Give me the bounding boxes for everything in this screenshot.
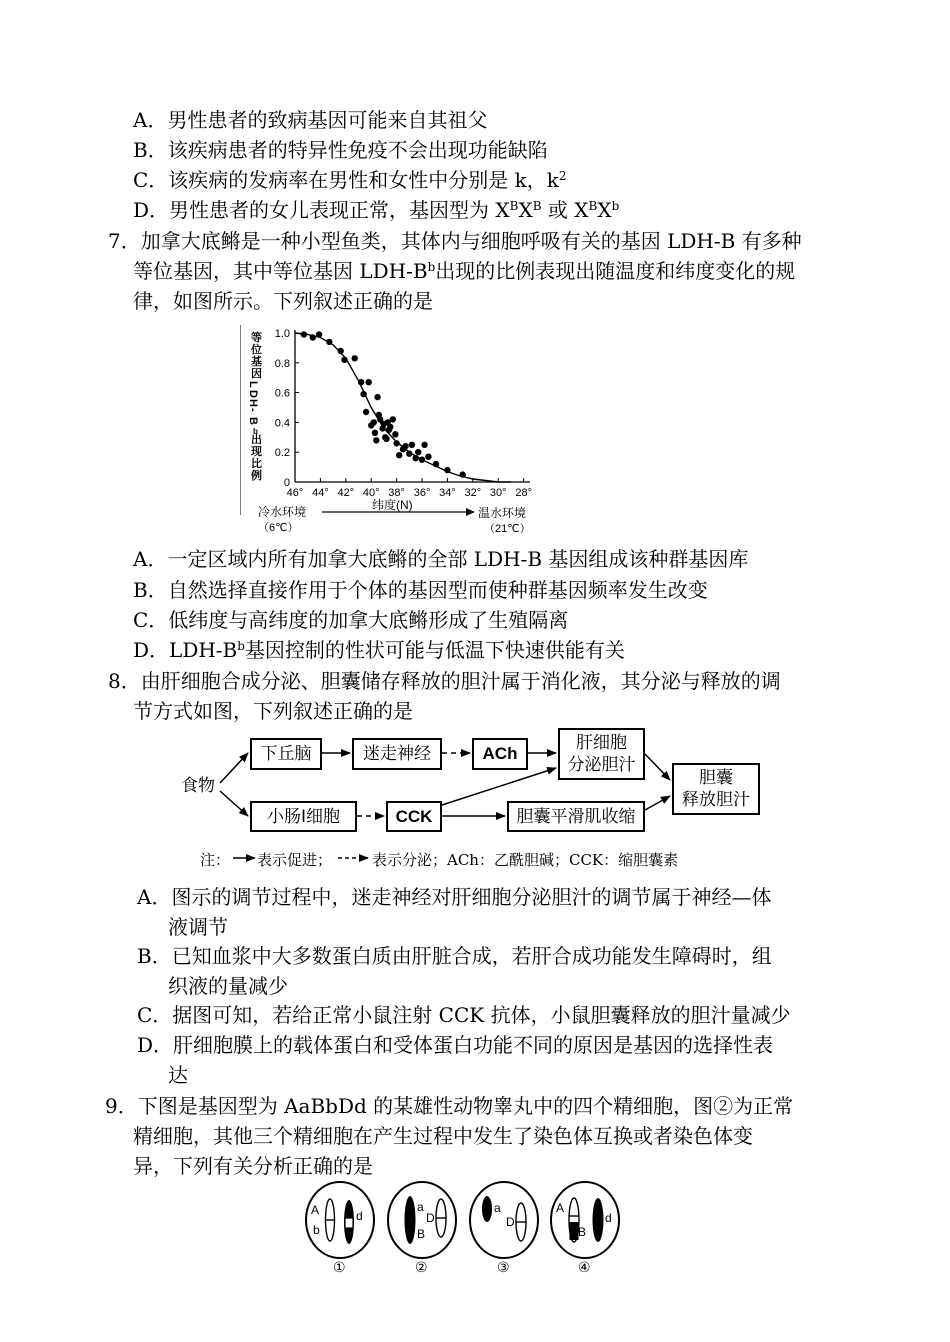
q6-option-c: C．该疾病的发病率在男性和女性中分别是 k，$k^2$	[133, 168, 567, 192]
x-tick-label: 28°	[515, 487, 532, 499]
cell-1-gene-2: b	[313, 1223, 320, 1237]
cell-4-number: ④	[578, 1259, 591, 1275]
x-tick-label: 30°	[489, 487, 507, 499]
y-label-char: 现	[251, 446, 262, 458]
sperm-cells-figure	[300, 1180, 630, 1275]
x-tick-label: 36°	[413, 487, 431, 499]
cell-3-number: ③	[497, 1259, 510, 1275]
q7-stem-line-3: 律，如图所示。下列叙述正确的是	[133, 289, 433, 313]
q6-option-d: D．男性患者的女儿表现正常，基因型为 $X^BX^B$ 或 $X^BX^b$	[133, 198, 620, 222]
food-label: 食物	[181, 776, 215, 796]
y-label-char: -	[247, 408, 259, 412]
diagram-note-promote: 表示促进；	[257, 851, 333, 869]
x-tick-label: 44°	[312, 487, 329, 499]
y-label-char: 等	[251, 332, 262, 344]
box-hypothalamus: 下丘脑	[250, 738, 322, 770]
q8-option-c: C．据图可知，若给正常小鼠注射 CCK 抗体，小鼠胆囊释放的胆汁量减少	[137, 1003, 791, 1027]
cell-1-gene-1: A	[311, 1203, 320, 1217]
y-label-char: 例	[251, 470, 262, 482]
cell-1-gene-3: d	[356, 1209, 363, 1223]
q8-option-d-line-1: D．肝细胞膜上的载体蛋白和受体蛋白功能不同的原因是基因的选择性表	[137, 1033, 774, 1057]
x-tick-label: 42°	[337, 487, 355, 499]
x-tick-label: 34°	[439, 487, 456, 499]
cell-3-chromosome-black	[482, 1196, 492, 1222]
q7-option-a: A．一定区域内所有加拿大底鳉的全部 LDH-B 基因组成该种群基因库	[133, 547, 749, 571]
y-label-char: 比	[251, 458, 262, 470]
y-label-char: 因	[251, 368, 262, 380]
cell-2-gene-2: B	[417, 1227, 426, 1241]
y-tick-label: 1.0	[274, 328, 290, 340]
cell-2-gene-3: D	[426, 1211, 435, 1225]
box-liver-cell: 肝细胞 分泌胆汁	[558, 728, 645, 780]
x-left-label: 冷水环境	[258, 505, 307, 519]
x-right-sub: （21℃）	[484, 523, 531, 535]
box-vagus-nerve: 迷走神经	[352, 738, 442, 770]
q9-stem-line-2: 精细胞，其他三个精细胞在产生过程中发生了染色体互换或者染色体变	[133, 1124, 753, 1148]
cell-2-chromosome-black	[405, 1196, 416, 1244]
box-cck: CCK	[386, 801, 442, 832]
box-gallbladder-release: 胆囊 释放胆汁	[672, 763, 760, 815]
x-right-label: 温水环境	[478, 506, 527, 520]
y-label-char: 基	[251, 356, 262, 368]
y-tick-label: 0	[283, 477, 290, 489]
cell-1-number: ①	[333, 1259, 346, 1275]
q8-stem-line-1: 8．由肝细胞合成分泌、胆囊储存释放的胆汁属于消化液，其分泌与释放的调	[108, 669, 781, 693]
y-tick-label: 0.6	[274, 387, 290, 400]
x-tick-label: 46°	[286, 487, 304, 499]
cell-2-number: ②	[415, 1259, 428, 1275]
cell-4-gene-1: A	[556, 1201, 565, 1215]
q8-option-d-line-2: 达	[168, 1063, 188, 1087]
x-axis-label: 纬度(N)	[372, 498, 413, 512]
x-tick-label: 40°	[362, 487, 380, 499]
q7-option-b: B．自然选择直接作用于个体的基因型而使种群基因频率发生改变	[133, 578, 708, 602]
q7-option-d: D．LDH-$B^b$基因控制的性状可能与低温下快速供能有关	[133, 638, 625, 662]
y-label-char: 出	[251, 434, 262, 446]
cell-4-chromosome-black	[593, 1198, 604, 1242]
y-label-char: B	[247, 417, 259, 425]
cell-1-outline	[306, 1182, 374, 1258]
box-intestine-cell: 小肠Ⅰ细胞	[250, 801, 357, 832]
q7-stem-line-1: 7．加拿大底鳉是一种小型鱼类，其体内与细胞呼吸有关的基因 LDH-B 有多种	[108, 229, 802, 253]
q8-option-b-line-2: 织液的量减少	[168, 974, 288, 998]
y-label-char: L	[247, 381, 259, 388]
box-gallbladder-muscle: 胆囊平滑肌收缩	[507, 801, 645, 832]
q6-option-b: B．该疾病患者的特异性免疫不会出现功能缺陷	[133, 138, 548, 162]
q8-option-a-line-1: A．图示的调节过程中，迷走神经对肝细胞分泌胆汁的调节属于神经—体	[137, 885, 772, 909]
y-tick-label: 0.8	[274, 357, 290, 370]
cell-3-gene-1: a	[494, 1201, 501, 1215]
y-label-char: H	[247, 399, 259, 407]
cell-2-gene-1: a	[417, 1200, 424, 1214]
q8-option-b-line-1: B．已知血浆中大多数蛋白质由肝脏合成，若肝合成功能发生障碍时，组	[137, 944, 772, 968]
q9-stem-line-1: 9．下图是基因型为 AaBbDd 的某雄性动物睾丸中的四个精细胞，图②为正常	[105, 1094, 794, 1118]
cell-3-outline	[470, 1182, 538, 1258]
q8-stem-line-2: 节方式如图，下列叙述正确的是	[133, 699, 413, 723]
x-tick-label: 38°	[388, 487, 405, 499]
cell-3-gene-2: D	[506, 1215, 515, 1229]
q6-option-a: A．男性患者的致病基因可能来自其祖父	[133, 108, 488, 132]
diagram-note-prefix: 注：	[200, 851, 231, 869]
diagram-note-secrete: 表示分泌；ACh：乙酰胆碱；CCK：缩胆囊素	[372, 851, 679, 869]
x-left-sub: （6℃）	[258, 522, 299, 534]
q7-option-c: C．低纬度与高纬度的加拿大底鳉形成了生殖隔离	[133, 608, 569, 632]
q7-stem-line-2: 等位基因，其中等位基因 LDH-$B^b$出现的比例表现出随温度和纬度变化的规	[133, 259, 796, 283]
y-label-char: 位	[251, 344, 262, 356]
y-label-char: D	[247, 390, 259, 398]
cell-4-gene-3: d	[605, 1211, 612, 1225]
y-tick-label: 0.2	[274, 447, 290, 460]
x-tick-label: 32°	[464, 487, 482, 499]
cell-4-gene-2: B	[578, 1225, 587, 1239]
y-tick-label: 0.4	[274, 417, 290, 430]
box-ach: ACh	[472, 738, 528, 770]
y-label-char: b	[253, 427, 258, 436]
q8-option-a-line-2: 液调节	[168, 915, 228, 939]
q9-stem-line-3: 异，下列有关分析正确的是	[133, 1154, 373, 1178]
